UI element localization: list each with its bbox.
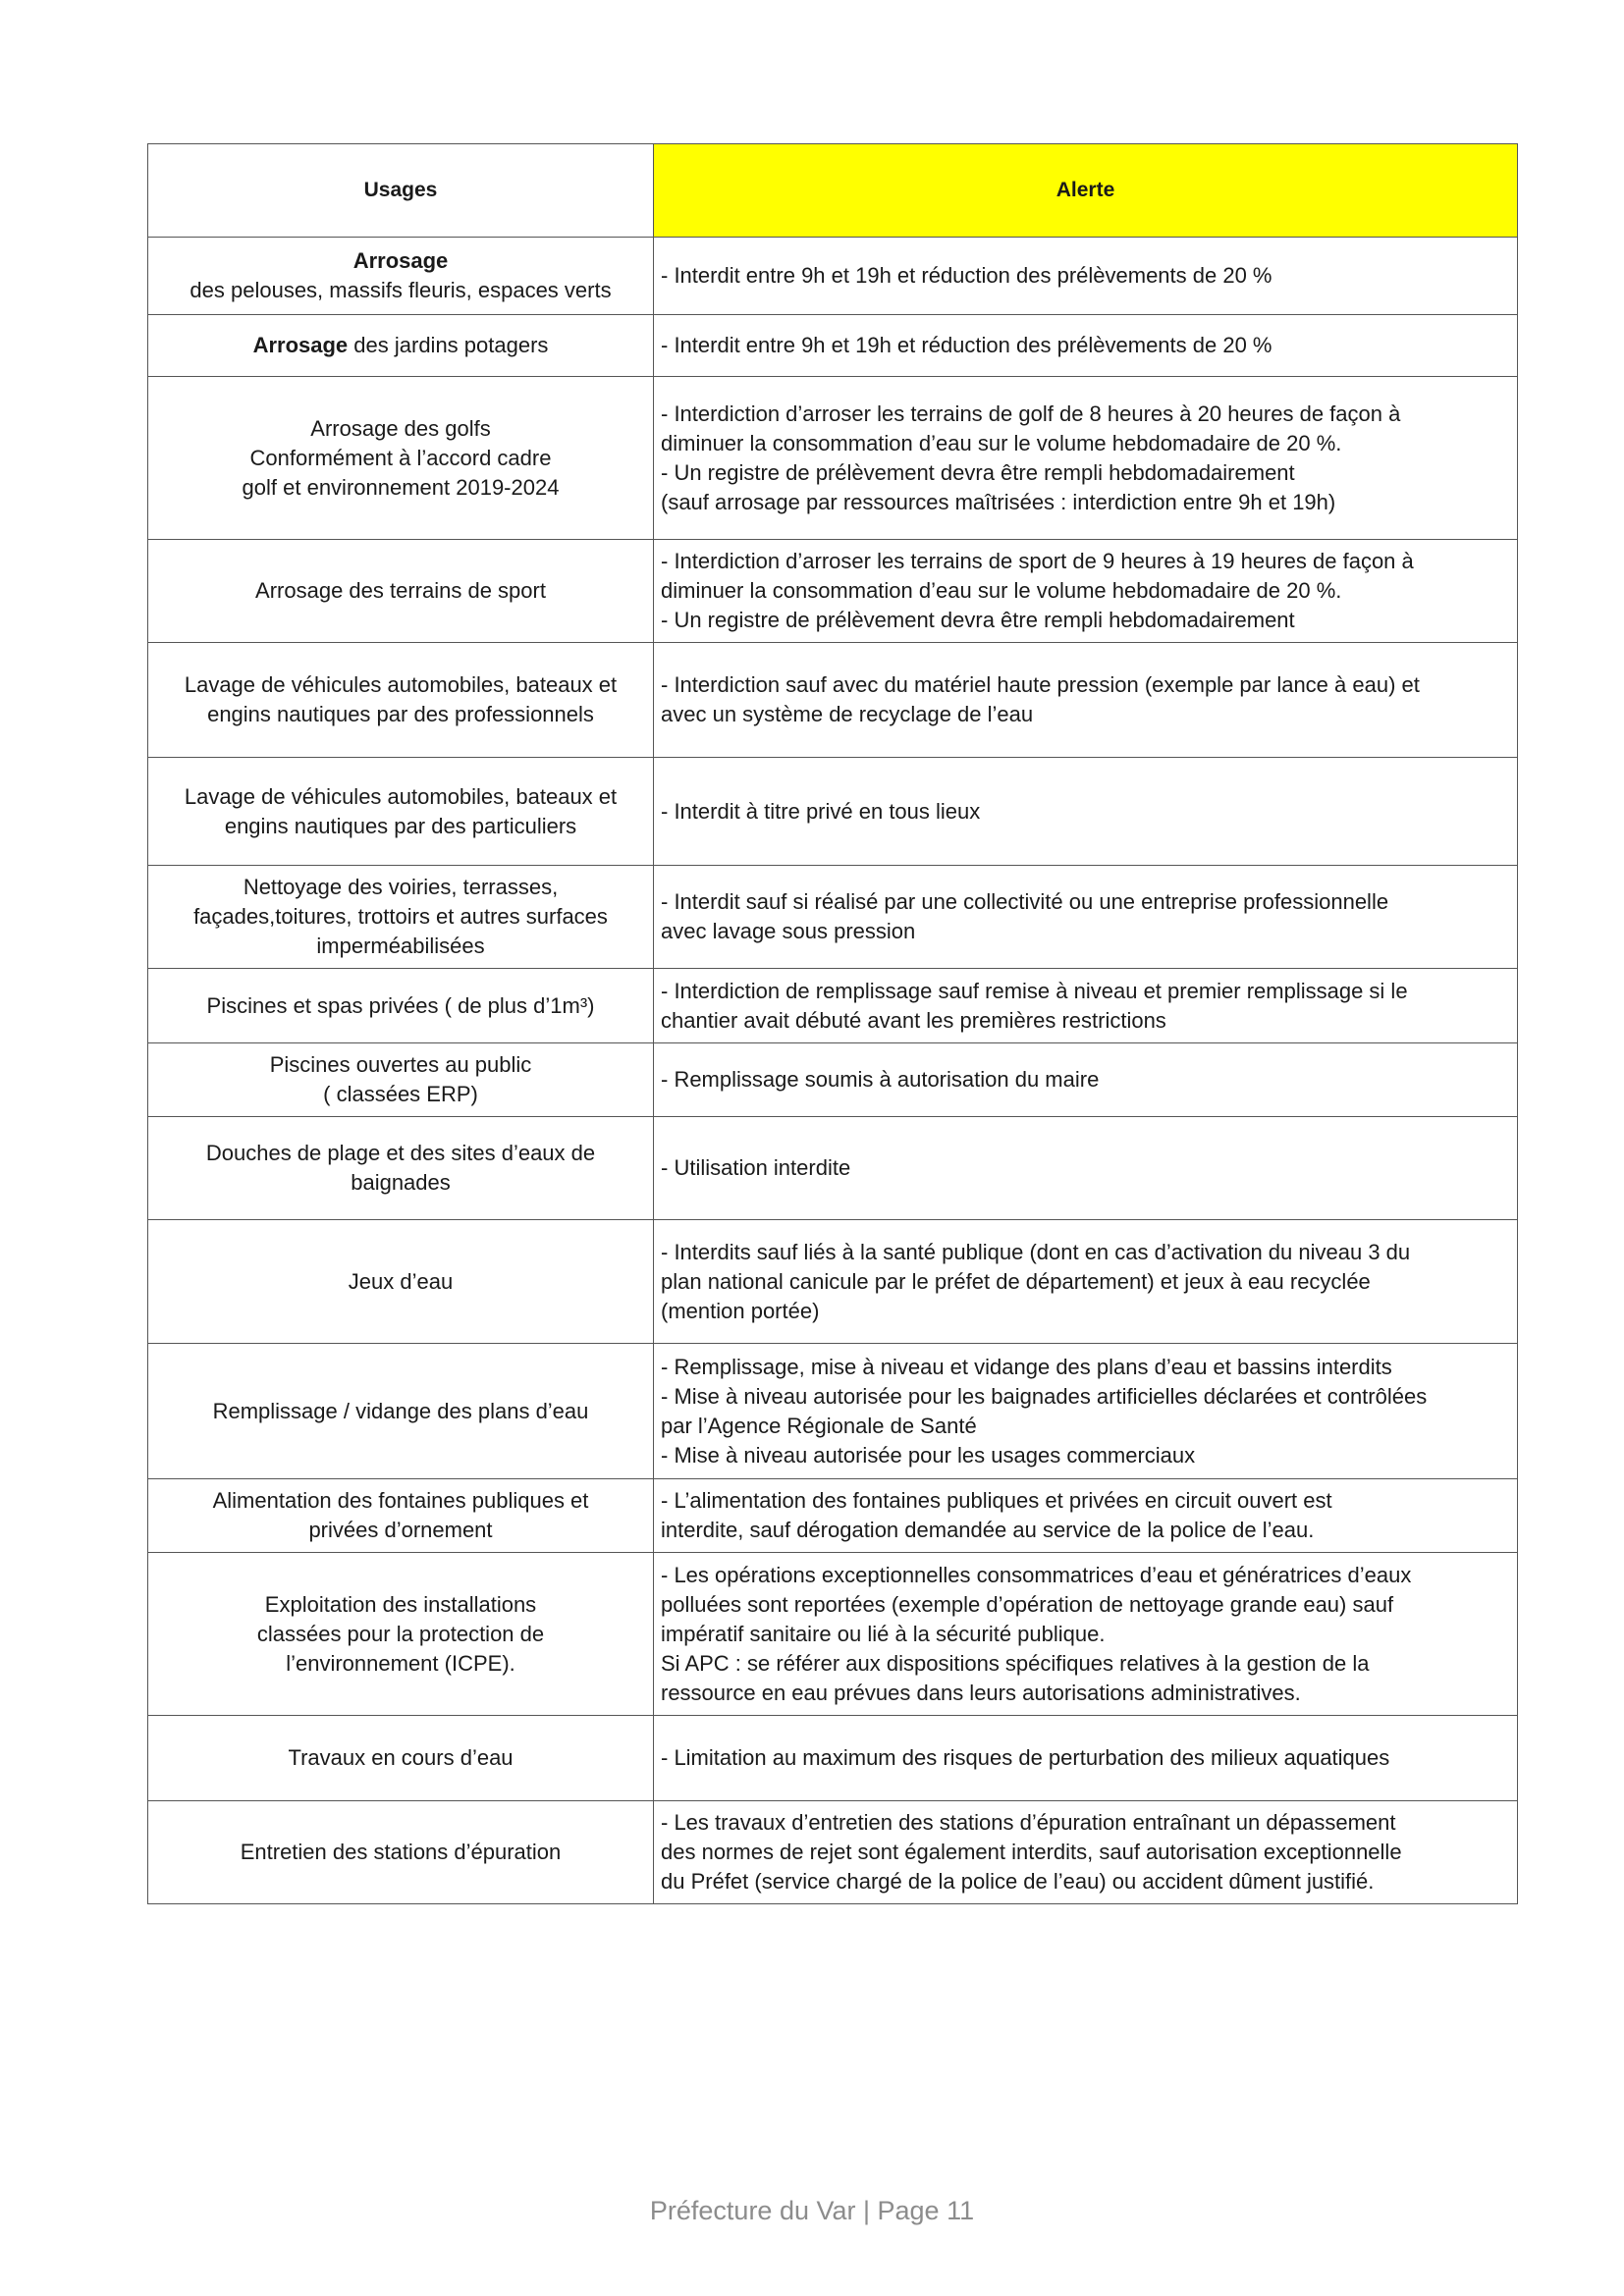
usage-line: Piscines ouvertes au public <box>269 1052 532 1077</box>
usage-line: engins nautiques par des professionnels <box>207 702 594 726</box>
alert-line: - Un registre de prélèvement devra être rempli hebdomadairement <box>661 608 1295 632</box>
usage-line: façades,toitures, trottoirs et autres surfaces <box>193 904 608 929</box>
header-alerte: Alerte <box>654 144 1518 238</box>
usage-cell <box>148 540 654 643</box>
alert-line: interdite, sauf dérogation demandée au service de la police de l’eau. <box>661 1518 1315 1542</box>
alert-line: avec un système de recyclage de l’eau <box>661 702 1034 726</box>
usage-line: Jeux d’eau <box>348 1268 454 1294</box>
alert-cell <box>654 758 1518 866</box>
alert-cell <box>654 1479 1518 1553</box>
usage-cell <box>148 238 654 315</box>
usage-line: privées d’ornement <box>308 1518 493 1542</box>
alert-line: - Interdits sauf liés à la santé publique (dont en cas d’activation du niveau 3 du <box>661 1239 1411 1264</box>
usage-line: Nettoyage des voiries, terrasses, <box>243 875 559 899</box>
table-row <box>148 1117 1518 1220</box>
alert-line: - Remplissage, mise à niveau et vidange des plans d’eau et bassins interdits <box>661 1354 1392 1379</box>
table-row <box>148 238 1518 315</box>
usage-line: Alimentation des fontaines publiques et <box>212 1488 589 1513</box>
usage-cell <box>148 315 654 377</box>
alert-line: - Interdiction d’arroser les terrains de sport de 9 heures à 19 heures de façon à <box>661 549 1414 573</box>
page-footer: Préfecture du Var | Page 11 <box>649 2196 975 2225</box>
table-row <box>148 866 1518 969</box>
alert-line: impératif sanitaire ou lié à la sécurité publique. <box>661 1621 1106 1646</box>
table-row <box>148 540 1518 643</box>
alert-cell <box>654 643 1518 758</box>
alert-cell <box>654 315 1518 377</box>
alert-cell <box>654 1043 1518 1117</box>
alert-line: - Interdiction sauf avec du matériel haute pression (exemple par lance à eau) et <box>661 672 1420 697</box>
alert-line: - Interdiction d’arroser les terrains de golf de 8 heures à 20 heures de façon à <box>661 400 1401 426</box>
alert-line: - Interdiction de remplissage sauf remise à niveau et premier remplissage si le <box>661 978 1408 1003</box>
alert-cell <box>654 1344 1518 1479</box>
alert-line: - Les travaux d’entretien des stations d’épuration entraînant un dépassement <box>661 1810 1396 1835</box>
alert-cell <box>654 540 1518 643</box>
alert-line: - Interdit entre 9h et 19h et réduction des prélèvements de 20 % <box>661 333 1272 357</box>
alert-cell <box>654 1553 1518 1716</box>
alert-line: (mention portée) <box>661 1298 820 1323</box>
usage-cell <box>148 758 654 866</box>
alert-line: polluées sont reportées (exemple d’opération de nettoyage grande eau) sauf <box>661 1591 1394 1617</box>
alert-line: diminuer la consommation d’eau sur le volume hebdomadaire de 20 %. <box>661 430 1342 455</box>
usage-line: Piscines et spas privées ( de plus d’1m³) <box>206 992 595 1018</box>
usage-cell <box>148 1553 654 1716</box>
usage-bold-prefix: Arrosage <box>252 333 349 357</box>
alert-line: - Les opérations exceptionnelles consommatrices d’eau et génératrices d’eaux <box>661 1562 1412 1587</box>
alert-cell <box>654 1801 1518 1904</box>
table-row <box>148 1344 1518 1479</box>
usage-line: Remplissage / vidange des plans d’eau <box>212 1398 589 1423</box>
alert-line: chantier avait débuté avant les premières restrictions <box>661 1007 1166 1033</box>
table-row <box>148 315 1518 377</box>
alert-cell <box>654 238 1518 315</box>
usage-line: ( classées ERP) <box>323 1082 478 1106</box>
usage-cell <box>148 1479 654 1553</box>
usage-line: Conformément à l’accord cadre <box>249 445 552 470</box>
alert-cell <box>654 1220 1518 1344</box>
alert-line: - Remplissage soumis à autorisation du maire <box>661 1067 1100 1092</box>
usage-cell <box>148 643 654 758</box>
alert-line: du Préfet (service chargé de la police de l’eau) ou accident dûment justifié. <box>661 1869 1375 1894</box>
usage-cell <box>148 1716 654 1801</box>
alert-cell <box>654 1716 1518 1801</box>
table-row <box>148 643 1518 758</box>
table-header-row <box>148 144 1518 238</box>
alert-line: - Interdit à titre privé en tous lieux <box>661 798 981 824</box>
usage-line: des pelouses, massifs fleuris, espaces verts <box>189 278 612 302</box>
alert-line: - Interdit entre 9h et 19h et réduction des prélèvements de 20 % <box>661 263 1272 288</box>
table-row <box>148 1220 1518 1344</box>
alert-line: diminuer la consommation d’eau sur le volume hebdomadaire de 20 %. <box>661 578 1342 603</box>
alert-cell <box>654 969 1518 1043</box>
alert-cell <box>654 866 1518 969</box>
header-usages: Usages <box>148 144 654 238</box>
table-row <box>148 1801 1518 1904</box>
alert-line: - Interdit sauf si réalisé par une collectivité ou une entreprise professionnelle <box>661 889 1389 914</box>
usage-cell <box>148 1117 654 1220</box>
table-row <box>148 969 1518 1043</box>
usage-line: Douches de plage et des sites d’eaux de <box>205 1141 596 1165</box>
usage-line: classées pour la protection de <box>256 1621 545 1646</box>
table-row <box>148 1553 1518 1716</box>
restrictions-table <box>147 143 1518 1904</box>
usage-line: golf et environnement 2019-2024 <box>242 474 560 500</box>
alert-cell <box>654 377 1518 540</box>
usage-line: imperméabilisées <box>316 934 485 958</box>
usage-cell <box>148 1344 654 1479</box>
alert-line: avec lavage sous pression <box>661 919 916 943</box>
alert-line: plan national canicule par le préfet de département) et jeux à eau recyclée <box>661 1268 1371 1294</box>
usage-cell <box>148 866 654 969</box>
usage-line: engins nautiques par des particuliers <box>224 813 577 838</box>
usage-cell <box>148 1043 654 1117</box>
usage-line: Arrosage des golfs <box>310 415 491 441</box>
alert-line: - L’alimentation des fontaines publiques et privées en circuit ouvert est <box>661 1488 1332 1513</box>
usage-line: Entretien des stations d’épuration <box>240 1840 562 1864</box>
alert-line: - Utilisation interdite <box>661 1155 851 1180</box>
usage-cell <box>148 1801 654 1904</box>
usage-line: Exploitation des installations <box>264 1591 537 1617</box>
alert-line: par l’Agence Régionale de Santé <box>661 1413 977 1438</box>
usage-cell <box>148 377 654 540</box>
usage-line: Arrosage <box>352 248 449 273</box>
usage-line: Lavage de véhicules automobiles, bateaux et <box>184 783 618 809</box>
usage-line: baignades <box>351 1170 451 1195</box>
table-row <box>148 1479 1518 1553</box>
alert-line: - Mise à niveau autorisée pour les usages commerciaux <box>661 1442 1196 1468</box>
table-row <box>148 1716 1518 1801</box>
alert-cell <box>654 1117 1518 1220</box>
alert-line: - Limitation au maximum des risques de perturbation des milieux aquatiques <box>661 1745 1390 1770</box>
usage-line: Lavage de véhicules automobiles, bateaux et <box>184 672 618 697</box>
alert-line: Si APC : se référer aux dispositions spécifiques relatives à la gestion de la <box>661 1650 1370 1676</box>
usage-line: Arrosage des terrains de sport <box>255 578 546 603</box>
table-row <box>148 1043 1518 1117</box>
alert-line: ressource en eau prévues dans leurs autorisations administratives. <box>661 1680 1301 1705</box>
usage-line: l’environnement (ICPE). <box>286 1650 515 1676</box>
alert-line: - Un registre de prélèvement devra être rempli hebdomadairement <box>661 459 1295 485</box>
usage-line: Travaux en cours d’eau <box>288 1745 514 1770</box>
usage-cell <box>148 969 654 1043</box>
alert-line: (sauf arrosage par ressources maîtrisées : interdiction entre 9h et 19h) <box>661 489 1336 514</box>
usage-text: des jardins potagers <box>348 333 549 357</box>
table-row <box>148 758 1518 866</box>
table-row <box>148 377 1518 540</box>
usage-cell <box>148 1220 654 1344</box>
alert-line: des normes de rejet sont également interdits, sauf autorisation exceptionnelle <box>661 1840 1402 1864</box>
alert-line: - Mise à niveau autorisée pour les baignades artificielles déclarées et contrôlées <box>661 1383 1428 1409</box>
